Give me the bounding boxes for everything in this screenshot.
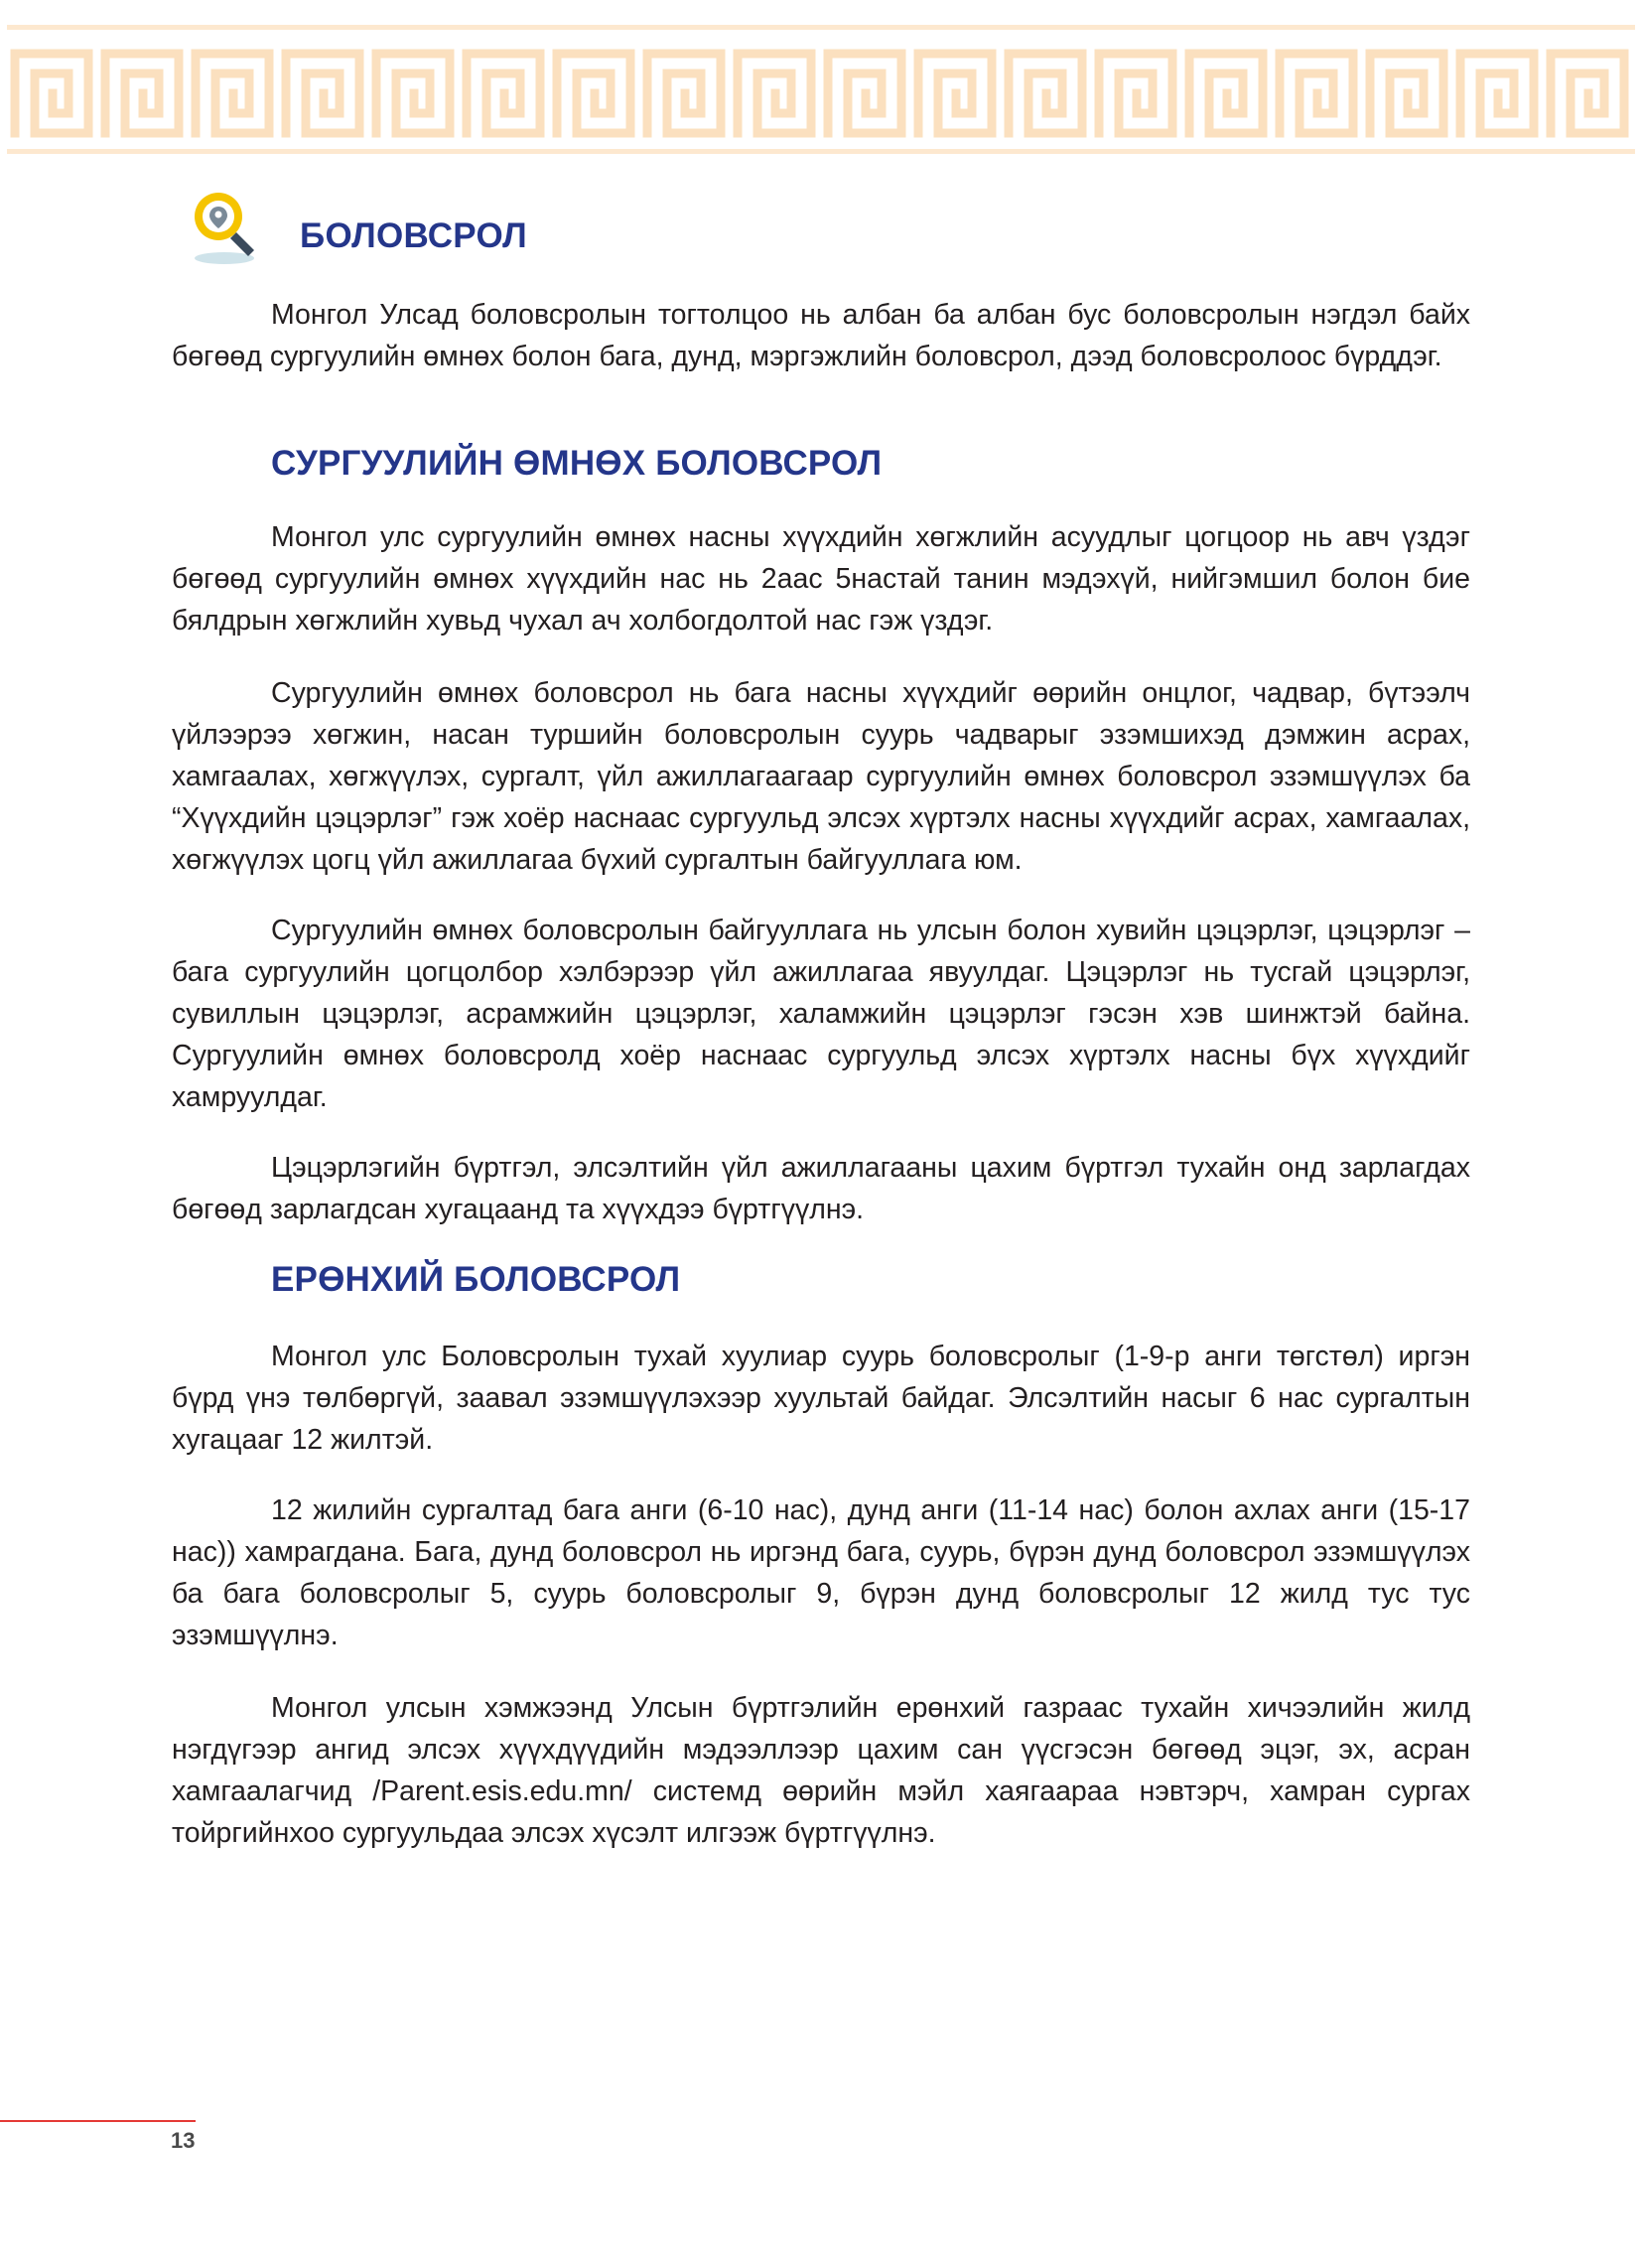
footer-rule [0, 2120, 196, 2122]
general-paragraph-2: 12 жилийн сургалтад бага анги (6-10 нас), дунд анги (11-14 нас) болон ахлах анги (15-17 нас)) хамрагдана. Бага, дунд боловсрол нь иргэнд бага, суурь, бүрэн дунд боловсрол эзэмшүүлэх ба бага боловсролыг 5, суурь боловсролыг 9, бүрэн дунд боловсролыг 12 жилд тус тус эзэмшүүлнэ. [172, 1494, 1470, 1651]
preschool-paragraph-2: Сургуулийн өмнөх боловсрол нь бага насны хүүхдийг өөрийн онцлог, чадвар, бүтээлч үйлээрээ хөгжин, насан туршийн боловсролын суурь чадварыг эзэмшихэд дэмжин асрах, хамгаалах, хөгжүүлэх, сургалт, үйл ажиллагаагаар сургуулийн өмнөх боловсрол эзэмшүүлэх ба “Хүүхдийн цэцэрлэг” гэж хоёр наснаас сургуульд элсэх хүртэлх насны хүүхдийг асрах, хамгаалах, хөгжүүлэх цогц үйл ажиллагаа бүхий сургалтын байгууллага юм. [172, 677, 1470, 876]
intro-paragraph: Монгол Улсад боловсролын тогтолцоо нь албан ба албан бус боловсролын нэгдэл байх бөгөөд сургуулийн өмнөх болон бага, дунд, мэргэжлийн боловсрол, дээд боловсролоос бүрддэг. [172, 299, 1470, 372]
general-paragraph-3: Монгол улсын хэмжээнд Улсын бүртгэлийн ерөнхий газраас тухайн хичээлийн жилд нэгдүгээр ангид элсэх хүүхдүүдийн мэдээллээр цахим сан үүсгэсэн бөгөөд эцэг, эх, асран хамгаалагчид /Parent.esis.edu.mn/ системд өөрийн мэйл хаягаараа нэвтэрч, хамран сургах тойргийнхоо сургуульдаа элсэх хүсэлт илгээж бүртгүүлнэ. [172, 1692, 1470, 1849]
meander-border-ornament [0, 20, 1642, 159]
location-pin-magnifier-icon [189, 187, 270, 268]
preschool-paragraph-4: Цэцэрлэгийн бүртгэл, элсэлтийн үйл ажиллагааны цахим бүртгэл тухайн онд зарлагдах бөгөөд зарлагдсан хугацаанд та хүүхдээ бүртгүүлнэ. [172, 1152, 1470, 1225]
general-education-heading: ЕРӨНХИЙ БОЛОВСРОЛ [271, 1260, 681, 1299]
general-paragraph-1: Монгол улс Боловсролын тухай хуулиар суурь боловсролыг (1-9-р анги төгстөл) иргэн бүрд үнэ төлбөргүй, заавал эзэмшүүлэхээр хуультай байдаг. Элсэлтийн насыг 6 нас сургалтын хугацааг 12 жилтэй. [172, 1341, 1470, 1456]
preschool-paragraph-1: Монгол улс сургуулийн өмнөх насны хүүхдийн хөгжлийн асуудлыг цогцоор нь авч үздэг бөгөөд сургуулийн өмнөх хүүхдийн нас нь 2аас 5настай танин мэдэхүй, нийгэмшил болон бие бялдрын хөгжлийн хувьд чухал ач холбогдолтой нас гэж үздэг. [172, 521, 1470, 637]
page-title: БОЛОВСРОЛ [300, 216, 528, 255]
preschool-heading: СУРГУУЛИЙН ӨМНӨХ БОЛОВСРОЛ [271, 444, 883, 483]
page-number: 13 [171, 2128, 196, 2153]
preschool-paragraph-3: Сургуулийн өмнөх боловсролын байгууллага нь улсын болон хувийн цэцэрлэг, цэцэрлэг – бага сургуулийн цогцолбор хэлбэрээр үйл ажиллагаа явуулдаг. Цэцэрлэг нь тусгай цэцэрлэг, сувиллын цэцэрлэг, асрамжийн цэцэрлэг, халамжийн цэцэрлэг гэсэн хэв шинжтэй байна. Сургуулийн өмнөх боловсролд хоёр наснаас сургуульд элсэх хүртэлх насны бүх хүүхдийг хамруулдаг. [172, 915, 1470, 1113]
